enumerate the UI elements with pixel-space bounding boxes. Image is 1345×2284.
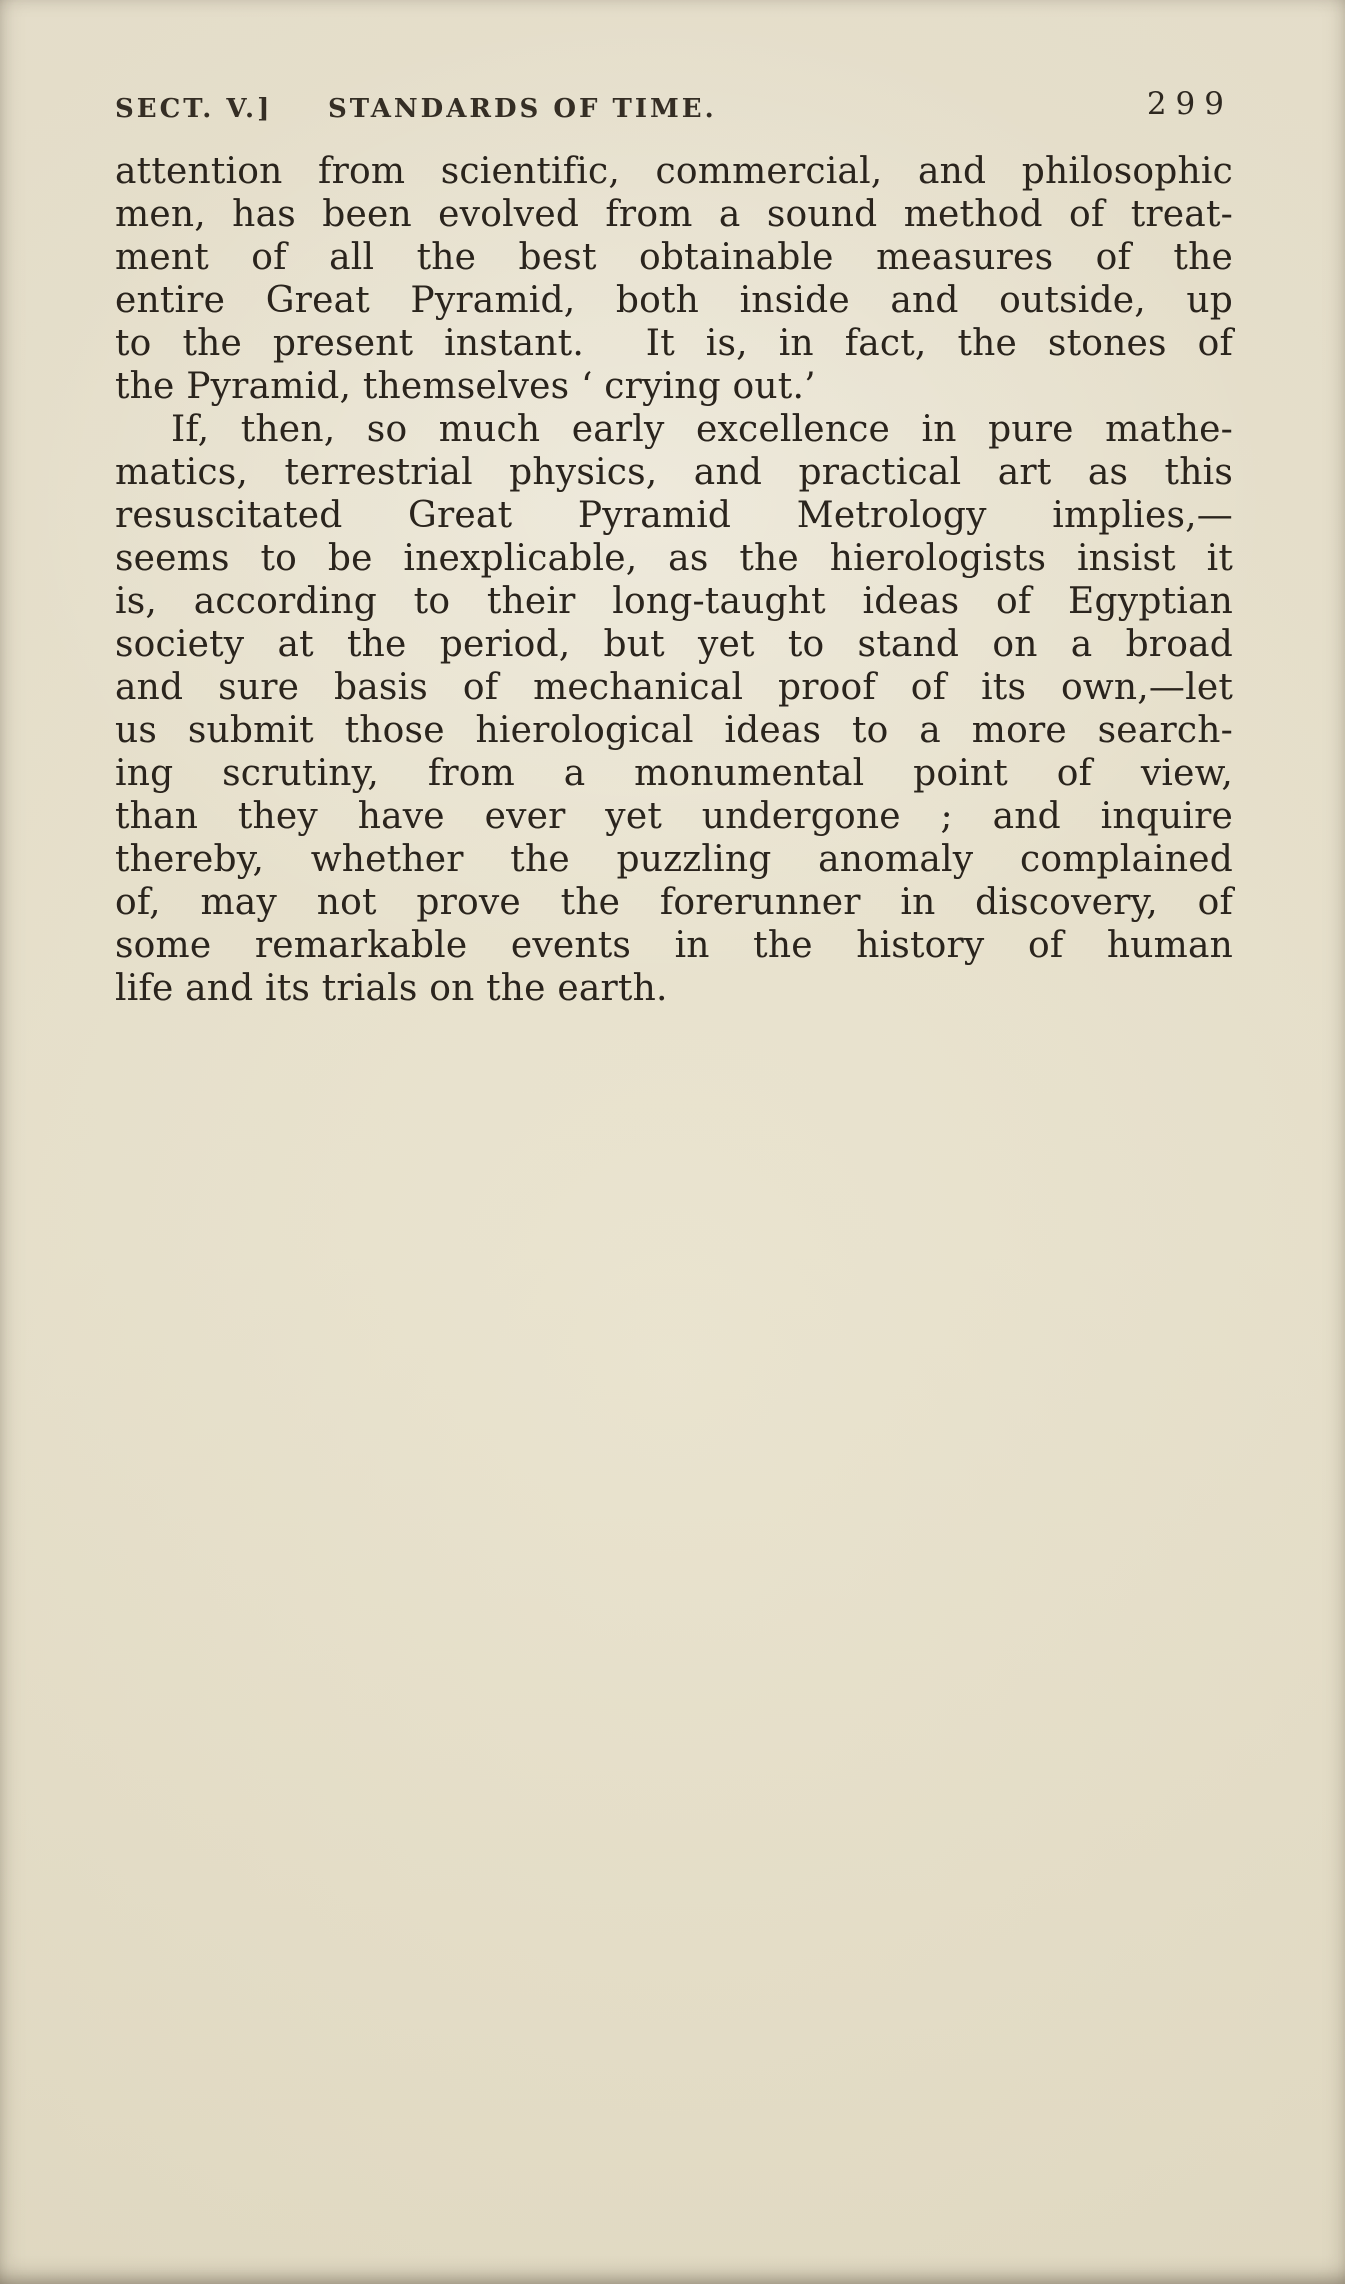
- text-line: resuscitated Great Pyramid Metrology implies,—: [115, 495, 1233, 536]
- text-line: and sure basis of mechanical proof of its own,—let: [115, 667, 1233, 708]
- text-line: to the present instant. It is, in fact, the stones of: [115, 323, 1233, 364]
- text-line: the Pyramid, themselves ‘ crying out.’: [115, 366, 816, 407]
- text-line: life and its trials on the earth.: [115, 968, 668, 1009]
- text-line: thereby, whether the puzzling anomaly complained: [115, 839, 1233, 880]
- paragraph-2: [115, 408, 1233, 1010]
- text-line: If, then, so much early excellence in pure mathe-: [171, 409, 1233, 450]
- paragraph-1: [115, 150, 1233, 408]
- page-header: [115, 86, 1233, 132]
- text-line: matics, terrestrial physics, and practical art as this: [115, 452, 1233, 493]
- text-line: ment of all the best obtainable measures of the: [115, 237, 1233, 278]
- text-line: entire Great Pyramid, both inside and outside, up: [115, 280, 1233, 321]
- text-line: men, has been evolved from a sound method of treat-: [115, 194, 1233, 235]
- text-line: attention from scientific, commercial, and philosophic: [115, 151, 1233, 192]
- text-line: seems to be inexplicable, as the hierologists insist it: [115, 538, 1233, 579]
- running-title: STANDARDS OF TIME.: [328, 94, 717, 124]
- text-line: us submit those hierological ideas to a more search-: [115, 710, 1233, 751]
- text-line: than they have ever yet undergone ; and inquire: [115, 796, 1233, 837]
- text-line: some remarkable events in the history of human: [115, 925, 1233, 966]
- text-line: is, according to their long-taught ideas of Egyptian: [115, 581, 1233, 622]
- page-number: 299: [1146, 86, 1233, 122]
- body-text: [115, 150, 1233, 1010]
- text-line: ing scrutiny, from a monumental point of view,: [115, 753, 1233, 794]
- section-label: SECT. V.]: [115, 94, 273, 124]
- text-line: of, may not prove the forerunner in discovery, of: [115, 882, 1233, 923]
- text-line: society at the period, but yet to stand on a broad: [115, 624, 1233, 665]
